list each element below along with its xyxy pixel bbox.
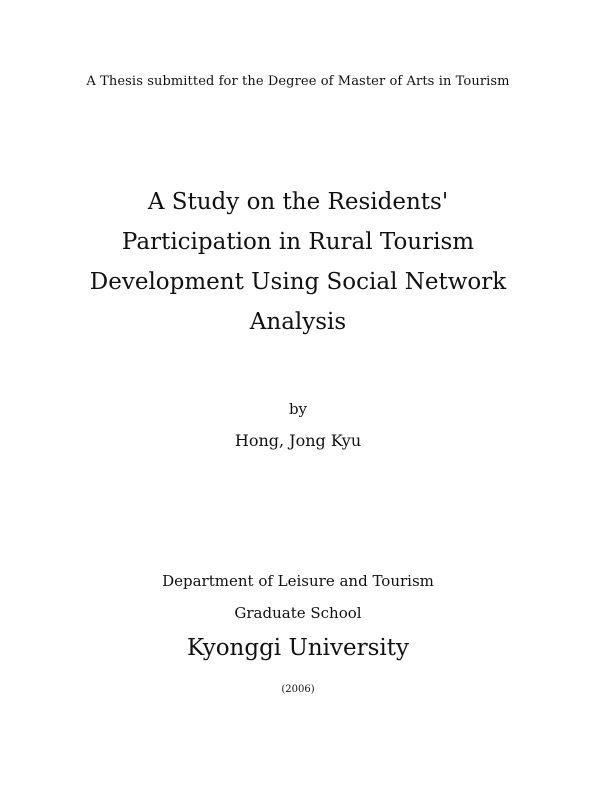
university-name: Kyonggi University (186, 635, 410, 661)
degree-statement: A Thesis submitted for the Degree of Master of Arts in Tourism (86, 74, 510, 89)
author-name: Hong, Jong Kyu (234, 431, 362, 450)
thesis-title-line-4: Analysis (249, 309, 347, 335)
by-label: by (288, 400, 308, 418)
publication-year: (2006) (281, 684, 315, 695)
thesis-title-line-3: Development Using Social Network (89, 269, 507, 295)
thesis-title-line-1: A Study on the Residents' (147, 189, 449, 215)
department-name: Department of Leisure and Tourism (162, 572, 434, 590)
thesis-title-line-2: Participation in Rural Tourism (121, 229, 475, 255)
school-name: Graduate School (234, 604, 362, 622)
thesis-title (0, 182, 596, 342)
